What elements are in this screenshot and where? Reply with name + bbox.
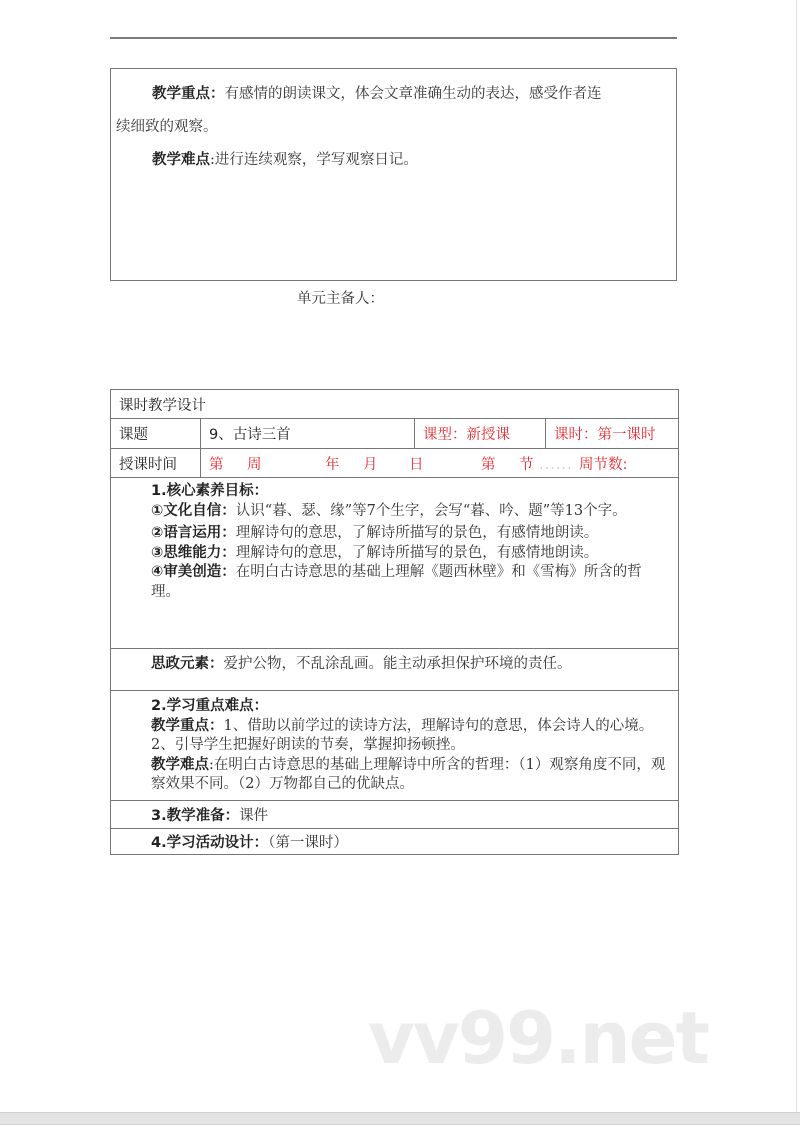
ideology-text: 爱护公物，不乱涂乱画。能主动承担保护环境的责任。	[223, 656, 572, 672]
difficulty-label: 教学难点	[152, 152, 210, 168]
time-section: 节	[519, 456, 534, 473]
difficulty-text: :在明白古诗意思的基础上理解诗中所含的哲理：（1）观察角度不同，观察效果不同。（2）万物都自己的优缺点。	[151, 756, 666, 792]
focus-text: 1、借助以前学过的读诗方法，理解诗句的意思，体会诗人的心境。2、引导学生把握好朗读的节奏，掌握抑扬顿挫。	[151, 717, 654, 753]
key-points-heading	[115, 697, 670, 717]
preparation-label: 3.教学准备：	[151, 808, 240, 824]
objective-label: ②语言运用：	[151, 525, 236, 541]
key-point-text: 有感情的朗读课文，体会文章准确生动的表达，感受作者连	[224, 86, 602, 102]
objective-item	[115, 502, 670, 522]
focus-line	[115, 717, 670, 756]
difficulty-text: 进行连续观察，学写观察日记。	[214, 152, 418, 168]
difficulty-sep: :	[210, 152, 215, 168]
ideology-line	[115, 655, 670, 675]
topic-label: 课题	[111, 419, 201, 449]
table-title: 课时教学设计	[111, 390, 679, 419]
watermark: vv99.net	[368, 996, 708, 1080]
key-point-line	[116, 78, 664, 111]
lesson-period: 课时：第一课时	[546, 419, 679, 449]
objective-label: ③思维能力：	[151, 544, 236, 561]
ideology-label: 思政元素：	[151, 656, 224, 672]
objective-text: 在明白古诗意思的基础上理解《题西林壁》和《雪梅》所含的哲理。	[151, 564, 642, 600]
activities-text: （第一课时）	[268, 835, 348, 851]
objective-text: 理解诗句的意思，了解诗所描写的景色，有感情地朗读。	[235, 525, 599, 541]
key-point-line-2: 续细致的观察。	[116, 119, 218, 135]
objective-label: ①文化自信：	[151, 502, 236, 519]
objectives-heading	[115, 482, 670, 502]
preparation-cell	[111, 801, 679, 829]
time-week-count: 周节数:	[579, 456, 628, 473]
ideology-cell	[111, 649, 679, 691]
difficulty-line	[115, 756, 670, 795]
time-week-prefix: 第	[209, 456, 224, 473]
objective-text: 理解诗句的意思，了解诗所描写的景色，有感情地朗读。	[235, 544, 599, 561]
header-rule	[110, 37, 677, 39]
activities-label: 4.学习活动设计：	[151, 835, 269, 851]
time-week: 周	[247, 456, 262, 473]
key-point-sep: ：	[210, 86, 225, 102]
objectives-cell	[111, 478, 679, 649]
time-month: 月	[363, 456, 378, 473]
preparation-text: 课件	[239, 808, 269, 824]
time-year: 年	[325, 456, 340, 473]
objective-item	[115, 524, 670, 544]
objective-text: 认识“暮、瑟、缘”等7个生字，会写“暮、吟、题”等13个字。	[235, 502, 627, 519]
lesson-type: 课型：新授课	[415, 419, 546, 449]
topic-value: 9、古诗三首	[201, 419, 415, 449]
objective-label: ④审美创造：	[151, 564, 236, 580]
key-points-cell	[111, 691, 679, 801]
difficulty-label: 教学难点	[151, 756, 209, 773]
difficulty-line	[116, 144, 664, 177]
teaching-focus-box	[110, 68, 677, 281]
time-label: 授课时间	[111, 449, 201, 478]
objectives-heading-text: 1.核心素养目标：	[151, 483, 269, 499]
objective-item	[115, 563, 670, 602]
activities-cell	[111, 829, 679, 855]
time-value	[201, 449, 679, 478]
time-day: 日	[409, 456, 424, 473]
time-dots: ......	[539, 456, 573, 473]
unit-preparer: 单元主备人：	[297, 291, 384, 307]
page-edge	[796, 0, 797, 1112]
focus-label: 教学重点：	[151, 717, 224, 734]
key-points-heading-text: 2.学习重点难点：	[151, 698, 269, 714]
page-separator-bar	[0, 1112, 800, 1125]
key-point-label: 教学重点	[152, 86, 210, 102]
objective-item	[115, 544, 670, 564]
time-section-prefix: 第	[481, 456, 496, 473]
lesson-design-table	[110, 389, 679, 855]
